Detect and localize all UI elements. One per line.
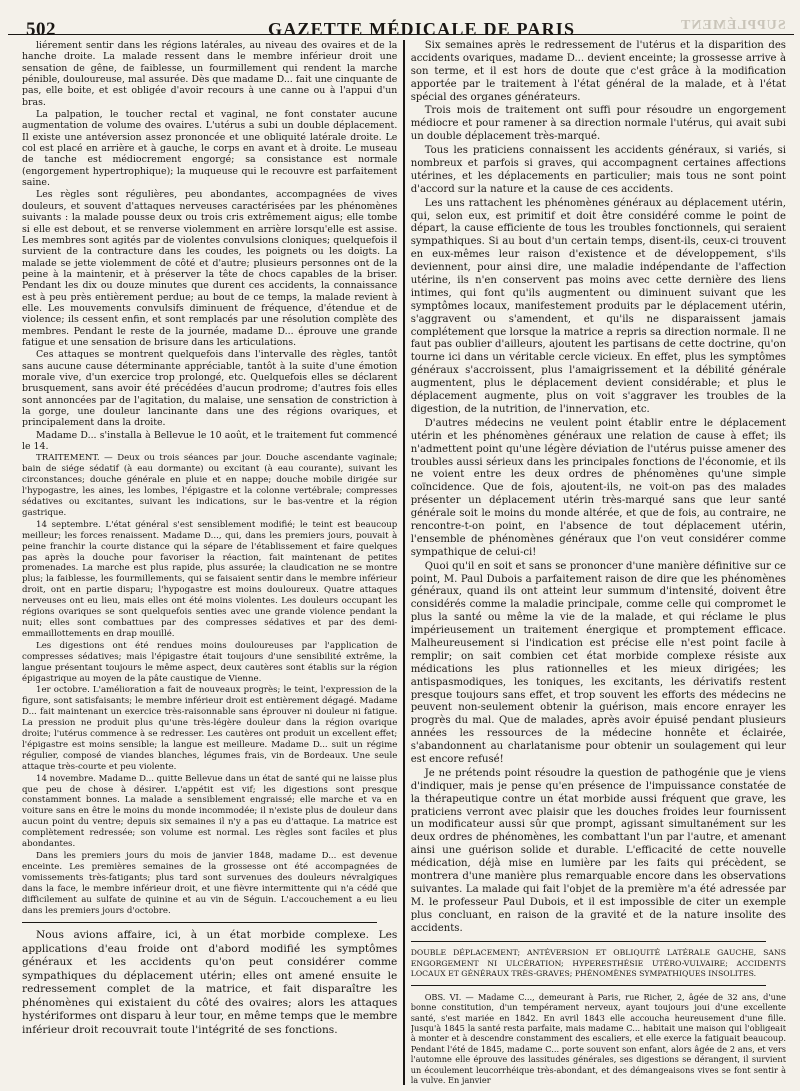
section-rule <box>411 941 766 942</box>
paragraph: Nous avions affaire, ici, à un état morbide complexe. Les applications d'eau froide ont d'abord modifié les symptômes généraux et les accidents qu'on peut considérer comme sympathiques du déplacement utérin; elles ont amené ensuite le redressement complet de la matrice, et fait disparaître les phénomènes qui existaient du côté des ovaires; alors les attaques hystériformes ont disparu à leur tour, en même temps que le membre inférieur droit recouvrait toute l'intégrité de ses fonctions. <box>22 929 398 1036</box>
paragraph: Tous les praticiens connaissent les accidents généraux, si variés, si nombreux et parfois si graves, qui accompagnent certaines affections utérines, et les déplacements en particulier; mais tous ne sont point d'accord sur la nature et la cause de ces accidents. <box>410 145 786 195</box>
paragraph: Quoi qu'il en soit et sans se prononcer d'une manière définitive sur ce point, M. Paul Dubois a parfaitement raison de dire que les phénomènes généraux, quand ils ont atteint leur summum d'intensité, doivent être considérés comme la maladie principale, comme celle qui compromet le plus la santé ou même la vie de la malade, et qui réclame le plus impérieusement un traitement énergique et promptement efficace. Malheureusement si l'indication est précise elle n'est point facile à remplir; on sait combien cet état morbide complexe résiste aux médications les plus rationnelles et les mieux dirigées; les antispasmodiques, les toniques, les excitants, les dérivatifs restent presque toujours sans effet, et trop souvent les efforts des médecins ne peuvent non-seulement obtenir la guérison, mais encore enrayer les progrès du mal. Que de malades, après avoir épuisé pendant plusieurs années les ressources de la médecine honnête et éclairée, s'abandonnent au charlatanisme pour obtenir un soulagement qui leur est encore refusé! <box>410 560 786 765</box>
paragraph: Trois mois de traitement ont suffi pour résoudre un engorgement médiocre et pour ramener à sa direction normale l'utérus, qui avait subi un double déplacement très-marqué. <box>410 105 786 143</box>
paragraph: Dans les premiers jours du mois de janvier 1848, madame D... est devenue enceinte. Les premières semaines de la grossesse ont été accompagnées de vomissements très-fatigants; plus tard sont survenues des douleurs névralgiques dans la face, le membre inférieur droit, et une fièvre intermittente qui n'a cédé que difficilement au sulfate de quinine et au vin de Séguin. L'accouchement a eu lieu dans les premiers jours d'octobre. <box>22 851 398 916</box>
paragraph: Je ne prétends point résoudre la question de pathogénie que je viens d'indiquer, mais je pense qu'en présence de l'impuissance constatée de la thérapeutique contre un état morbide aussi fréquent que grave, les praticiens verront avec plaisir que les douches froides leur fournissent un modificateur aussi sûr que prompt, agissant simultanément sur les deux ordres de phénomènes, les combattant l'un par l'autre, et amenant ainsi une guérison solide et durable. L'efficacité de cette nouvelle médication, déjà mise en lumière par les faits qui précèdent, se montrera d'une manière plus remarquable encore dans les observations suivantes. La malade qui fait l'objet de la première m'a été adressée par M. le professeur Paul Dubois, et il est impossible de citer un exemple plus concluant, en raison de la gravité et de la nature insolite des accidents. <box>410 767 786 934</box>
paragraph: Les digestions ont été rendues moins douloureuses par l'application de compresses sédatives; mais l'épigastre était toujours d'une sensibilité extrême, la langue présentant toujours le même aspect, deux cautères sont établis sur la région épigastrique au moyen de la pâte caustique de Vienne. <box>22 640 398 684</box>
section-rule <box>411 985 766 986</box>
paragraph: Six semaines après le redressement de l'utérus et la disparition des accidents ovariques, madame D... devient enceinte; la grossesse arrive à son terme, et il est hors de doute que c'est grâce à la modification apportée par le traitement à l'état général de la malade, et à l'état spécial des organes générateurs. <box>410 40 786 103</box>
paragraph: TRAITEMENT. — Deux ou trois séances par jour. Douche ascendante vaginale; bain de siége sédatif (à eau dormante) ou excitant (à eau courante), suivant les circonstances; douche générale en pluie et en nappe; douche mobile dirigée sur l'hypogastre, les aines, les lombes, l'épigastre et la colonne vertébrale; compresses sédatives ou excitantes, suivant les indications, sur le bas-ventre et la région gastrique. <box>22 453 398 518</box>
paragraph: Ces attaques se montrent quelquefois dans l'intervalle des règles, tantôt sans aucune cause déterminante appréciable, tantôt à la suite d'une émotion morale vive, d'un exercice trop prolongé, etc. Quelquefois elles se déclarent brusquement, sans avoir été précédées d'aucun prodrome; d'autres fois elles sont annoncées par de l'agitation, du malaise, une sensation de constriction à la gorge, une douleur lancinante dans une des régions ovariques, et principalement dans la droite. <box>22 349 398 429</box>
page-number: 502 <box>26 19 56 40</box>
page-header <box>18 10 786 40</box>
paragraph: 14 septembre. L'état général s'est sensiblement modifié; le teint est beaucoup meilleur; les forces renaissent. Madame D..., qui, dans les premiers jours, pouvait à peine franchir la courte distance qui la sépare de l'établissement et faire quelques pas après la douche pour favoriser la réaction, fait maintenant de petites promenades. La marche est plus rapide, plus assurée; la claudication ne se montre plus; la faiblesse, les fourmillements, qui se faisaient sentir dans le membre inférieur droit, ont en partie disparu; l'hypogastre est moins douloureux. Quatre attaques nerveuses ont eu lieu, mais elles ont été moins violentes. Les douleurs occupant les régions ovariques se sont quelquefois senties avec une grande violence pendant la nuit; elles sont combattues par des compresses sédatives et par des demi-emmaillottements en drap mouillé. <box>22 519 398 639</box>
right-column <box>411 40 786 1085</box>
paragraph: 14 novembre. Madame D... quitte Bellevue dans un état de santé qui ne laisse plus que peu de chose à désirer. L'appétit est vif; les digestions sont presque constamment bonnes. La malade a sensiblement engraissé; elle marche et va en voiture sans en être le moins du monde incommodée; il n'existe plus de douleur dans aucun point du ventre; depuis six semaines il n'y a pas eu d'attaque. La matrice est complètement redressée; son volume est normal. Les règles sont faciles et plus abondantes. <box>22 773 398 850</box>
paragraph: La palpation, le toucher rectal et vaginal, ne font constater aucune augmentation de volume des ovaires. L'utérus a subi un double déplacement. Il existe une antéversion assez prononcée et une obliquité latérale droite. Le col est placé en arrière et à gauche, le corps en avant et à droite. Le museau de tanche est médiocrement engorgé; sa consistance est normale (engorgement hypertrophique); la muqueuse qui le recouvre est parfaitement saine. <box>22 109 398 189</box>
text-columns <box>22 40 786 1085</box>
left-column <box>22 40 397 1085</box>
column-separator <box>403 40 404 1085</box>
paragraph: 1er octobre. L'amélioration a fait de nouveaux progrès; le teint, l'expression de la figure, sont satisfaisants; le membre inférieur droit est entièrement dégagé. Madame D... fait maintenant un exercice très-raisonnable sans éprouver ni douleur ni fatigue. La pression ne produit plus qu'une très-légère douleur dans la région ovarique droite; l'utérus commence à se redresser. Les cautères ont produit un excellent effet; l'épigastre est moins sensible; la langue est meilleure. Madame D... suit un régime régulier, composé de viandes blanches, légumes frais, vin de Bordeaux. Une seule attaque très-courte et peu violente. <box>22 685 398 772</box>
section-rule <box>22 922 377 923</box>
journal-title: GAZETTE MÉDICALE DE PARIS <box>268 19 576 39</box>
paragraph: D'autres médecins ne veulent point établir entre le déplacement utérin et les phénomènes généraux une relation de cause à effet; ils n'admettent point qu'une légère déviation de l'utérus puisse amener des troubles aussi sérieux dans les principales fonctions de l'économie, et ils ne voient entre les deux ordres de phénomènes qu'une simple coïncidence. Que de fois, ajoutent-ils, ne voit-on pas des malades présenter un déplacement utérin très-marqué sans que leur santé générale soit le moins du monde altérée, et que de fois, au contraire, ne rencontre-t-on point, en l'absence de tout déplacement utérin, l'ensemble de phénomènes généraux que l'on veut considérer comme sympathique de celui-ci! <box>410 417 786 558</box>
bleed-through-text: SUPPLÉMENT <box>680 18 786 33</box>
paragraph: liérement sentir dans les régions latérales, au niveau des ovaires et de la hanche droite. La malade ressent dans le membre inférieur droit une sensation de gêne, de faiblesse, un fourmillement qui rendent la marche pénible, douloureuse, mal assurée. Dès que madame D... fait une cinquante de pas, elle boite, et est obligée d'avoir recours à une canne ou à l'appui d'un bras. <box>22 40 398 108</box>
paragraph: OBS. VI. — Madame C..., demeurant à Paris, rue Richer, 2, âgée de 32 ans, d'une bonne constitution, d'un tempérament nerveux, ayant toujours joui d'une excellente santé, s'est mariée en 1842. En avril 1843 elle accoucha heureusement d'une fille. Jusqu'à 1845 la santé resta parfaite, mais madame C... habitait une maison qui l'obligeait à monter et à descendre constamment des escaliers, et elle exerce la fatiguait beaucoup. Pendant l'été de 1845, madame C... porte souvent son enfant, alors âgée de 2 ans, et vers l'automne elle éprouve des lassitudes générales, ses digestions se dérangent, il survient un écoulement leucorrhéique très-abondant, et des démangeaisons vives se font sentir à la vulve. En janvier <box>410 991 786 1085</box>
header-rule <box>8 34 794 35</box>
paragraph: Les uns rattachent les phénomènes généraux au déplacement utérin, qui, selon eux, est primitif et doit être considéré comme le point de départ, la cause efficiente de tous les troubles fonctionnels, qui seraient sympathiques. Si au bout d'un certain temps, disent-ils, ceux-ci trouvent en eux-mêmes leur raison d'existence et de développement, s'ils deviennent, pour ainsi dire, une maladie indépendante de l'affection utérine, ils n'en conservent pas moins avec cette dernière des liens intimes, qui font qu'ils augmentent ou diminuent suivant que les symptômes locaux, manifestement produits par le déplacement utérin, s'aggravent ou s'amendent, et qu'ils ne disparaissent jamais complétement que lorsque la matrice a repris sa direction normale. Il ne faut pas oublier d'ailleurs, ajoutent les partisans de cette doctrine, qu'on tourne ici dans un véritable cercle vicieux. En effet, plus les symptômes généraux s'accroissent, plus l'amaigrissement et la débilité générale augmentent, plus le déplacement devient considérable; et plus le déplacement augmente, plus on voit s'aggraver les troubles de la digestion, de la nutrition, de l'innervation, etc. <box>410 197 786 415</box>
paragraph: Madame D... s'installa à Bellevue le 10 août, et le traitement fut commencé le 14. <box>22 429 398 453</box>
observation-heading: DOUBLE DÉPLACEMENT; ANTÉVERSION ET OBLIQUITÉ LATÉRALE GAUCHE, SANS ENGORGEMENT NI ULCÉRATION; HYPERESTHÉSIE UTÉRO-VULVAIRE; ACCIDENTS LOCAUX ET GÉNÉRAUX TRÈS-GRAVES; PHÉNOMÈNES SYMPATHIQUES INSOLITES. <box>410 948 786 978</box>
paragraph: Les règles sont régulières, peu abondantes, accompagnées de vives douleurs, et souvent d'attaques nerveuses caractérisées par les phénomènes suivants : la malade pousse deux ou trois cris extrêmement aigus; elle tombe si elle est debout, et se renverse violemment en arrière lorsqu'elle est assise. Les membres sont agités par de violentes convulsions cloniques; quelquefois il survient de la contracture dans les coudes, les poignets ou les doigts. La malade se jette violemment de côté et d'autre; plusieurs personnes ont de la peine à la maintenir, et à préserver la tête de chocs capables de la briser. Pendant les dix ou douze minutes que durent ces accidents, la connaissance est à peu près entièrement perdue; au bout de ce temps, la malade revient à elle. Les mouvements convulsifs diminuent de fréquence, d'étendue et de violence; ils cessent enfin, et sont remplacés par une résolution complète des membres. Pendant le reste de la journée, madame D... éprouve une grande fatigue et une sensation de brisure dans les articulations. <box>22 189 398 348</box>
